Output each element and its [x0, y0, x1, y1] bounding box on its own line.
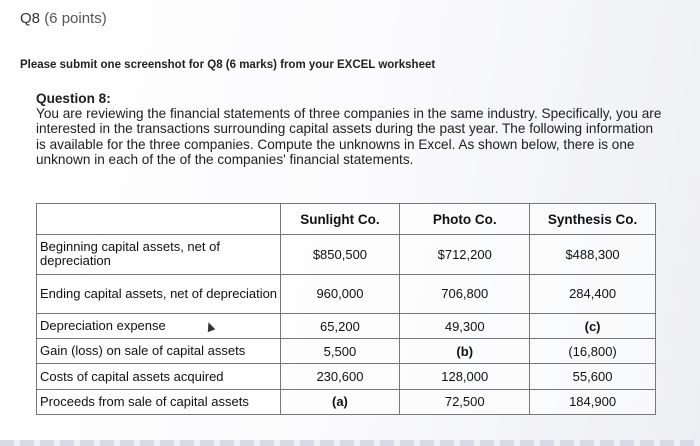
table-row — [37, 235, 656, 274]
table-header-row — [37, 204, 656, 235]
table-cell: $488,300 — [530, 235, 656, 274]
table-row — [37, 364, 656, 389]
row-label: Depreciation expense — [37, 314, 281, 339]
table-cell: 49,300 — [400, 314, 530, 339]
question-header — [20, 10, 107, 27]
question-body: You are reviewing the financial statements of three companies in the same industry. Specifically, you are interested in the transactions surrounding capital assets during the past year. The following information is available for the three companies. Compute the unknowns in Excel. As shown below, there is one unknown in each of the of the companies' financial statements. — [36, 106, 662, 167]
table-cell: (16,800) — [530, 339, 656, 364]
column-header-sunlight: Sunlight Co. — [280, 204, 400, 235]
row-label: Ending capital assets, net of depreciation — [37, 274, 281, 313]
bottom-divider — [0, 440, 700, 446]
column-header-synthesis: Synthesis Co. — [530, 204, 656, 235]
table-cell: 5,500 — [280, 339, 400, 364]
table-cell: $712,200 — [400, 235, 530, 274]
header-empty-cell — [37, 204, 281, 235]
row-label: Proceeds from sale of capital assets — [37, 389, 281, 414]
question-points: (6 points) — [44, 10, 107, 27]
row-label: Gain (loss) on sale of capital assets — [37, 339, 281, 364]
table-row — [37, 339, 656, 364]
table-cell: 65,200 — [280, 314, 400, 339]
row-label: Costs of capital assets acquired — [37, 364, 281, 389]
unknown-cell-b: (b) — [400, 339, 530, 364]
row-label: Beginning capital assets, net of depreciation — [37, 235, 281, 274]
table-cell: 706,800 — [400, 274, 530, 313]
table-cell: 284,400 — [530, 274, 656, 313]
table-row — [37, 314, 656, 339]
table-cell: 72,500 — [400, 389, 530, 414]
question-text — [36, 91, 666, 167]
unknown-cell-a: (a) — [280, 389, 400, 414]
unknown-cell-c: (c) — [530, 314, 656, 339]
question-title: Question 8: — [36, 91, 111, 106]
table-cell: 230,600 — [280, 364, 400, 389]
question-number: Q8 — [20, 10, 41, 27]
table-cell: 55,600 — [530, 364, 656, 389]
company-data-table — [36, 203, 656, 415]
column-header-photo: Photo Co. — [400, 204, 530, 235]
table-cell: 960,000 — [280, 274, 400, 313]
table-cell: 184,900 — [530, 389, 656, 414]
table-row — [37, 274, 656, 313]
submission-instruction: Please submit one screenshot for Q8 (6 marks) from your EXCEL worksheet — [20, 59, 436, 71]
table-row — [37, 389, 656, 414]
table-cell: $850,500 — [280, 235, 400, 274]
table-cell: 128,000 — [400, 364, 530, 389]
